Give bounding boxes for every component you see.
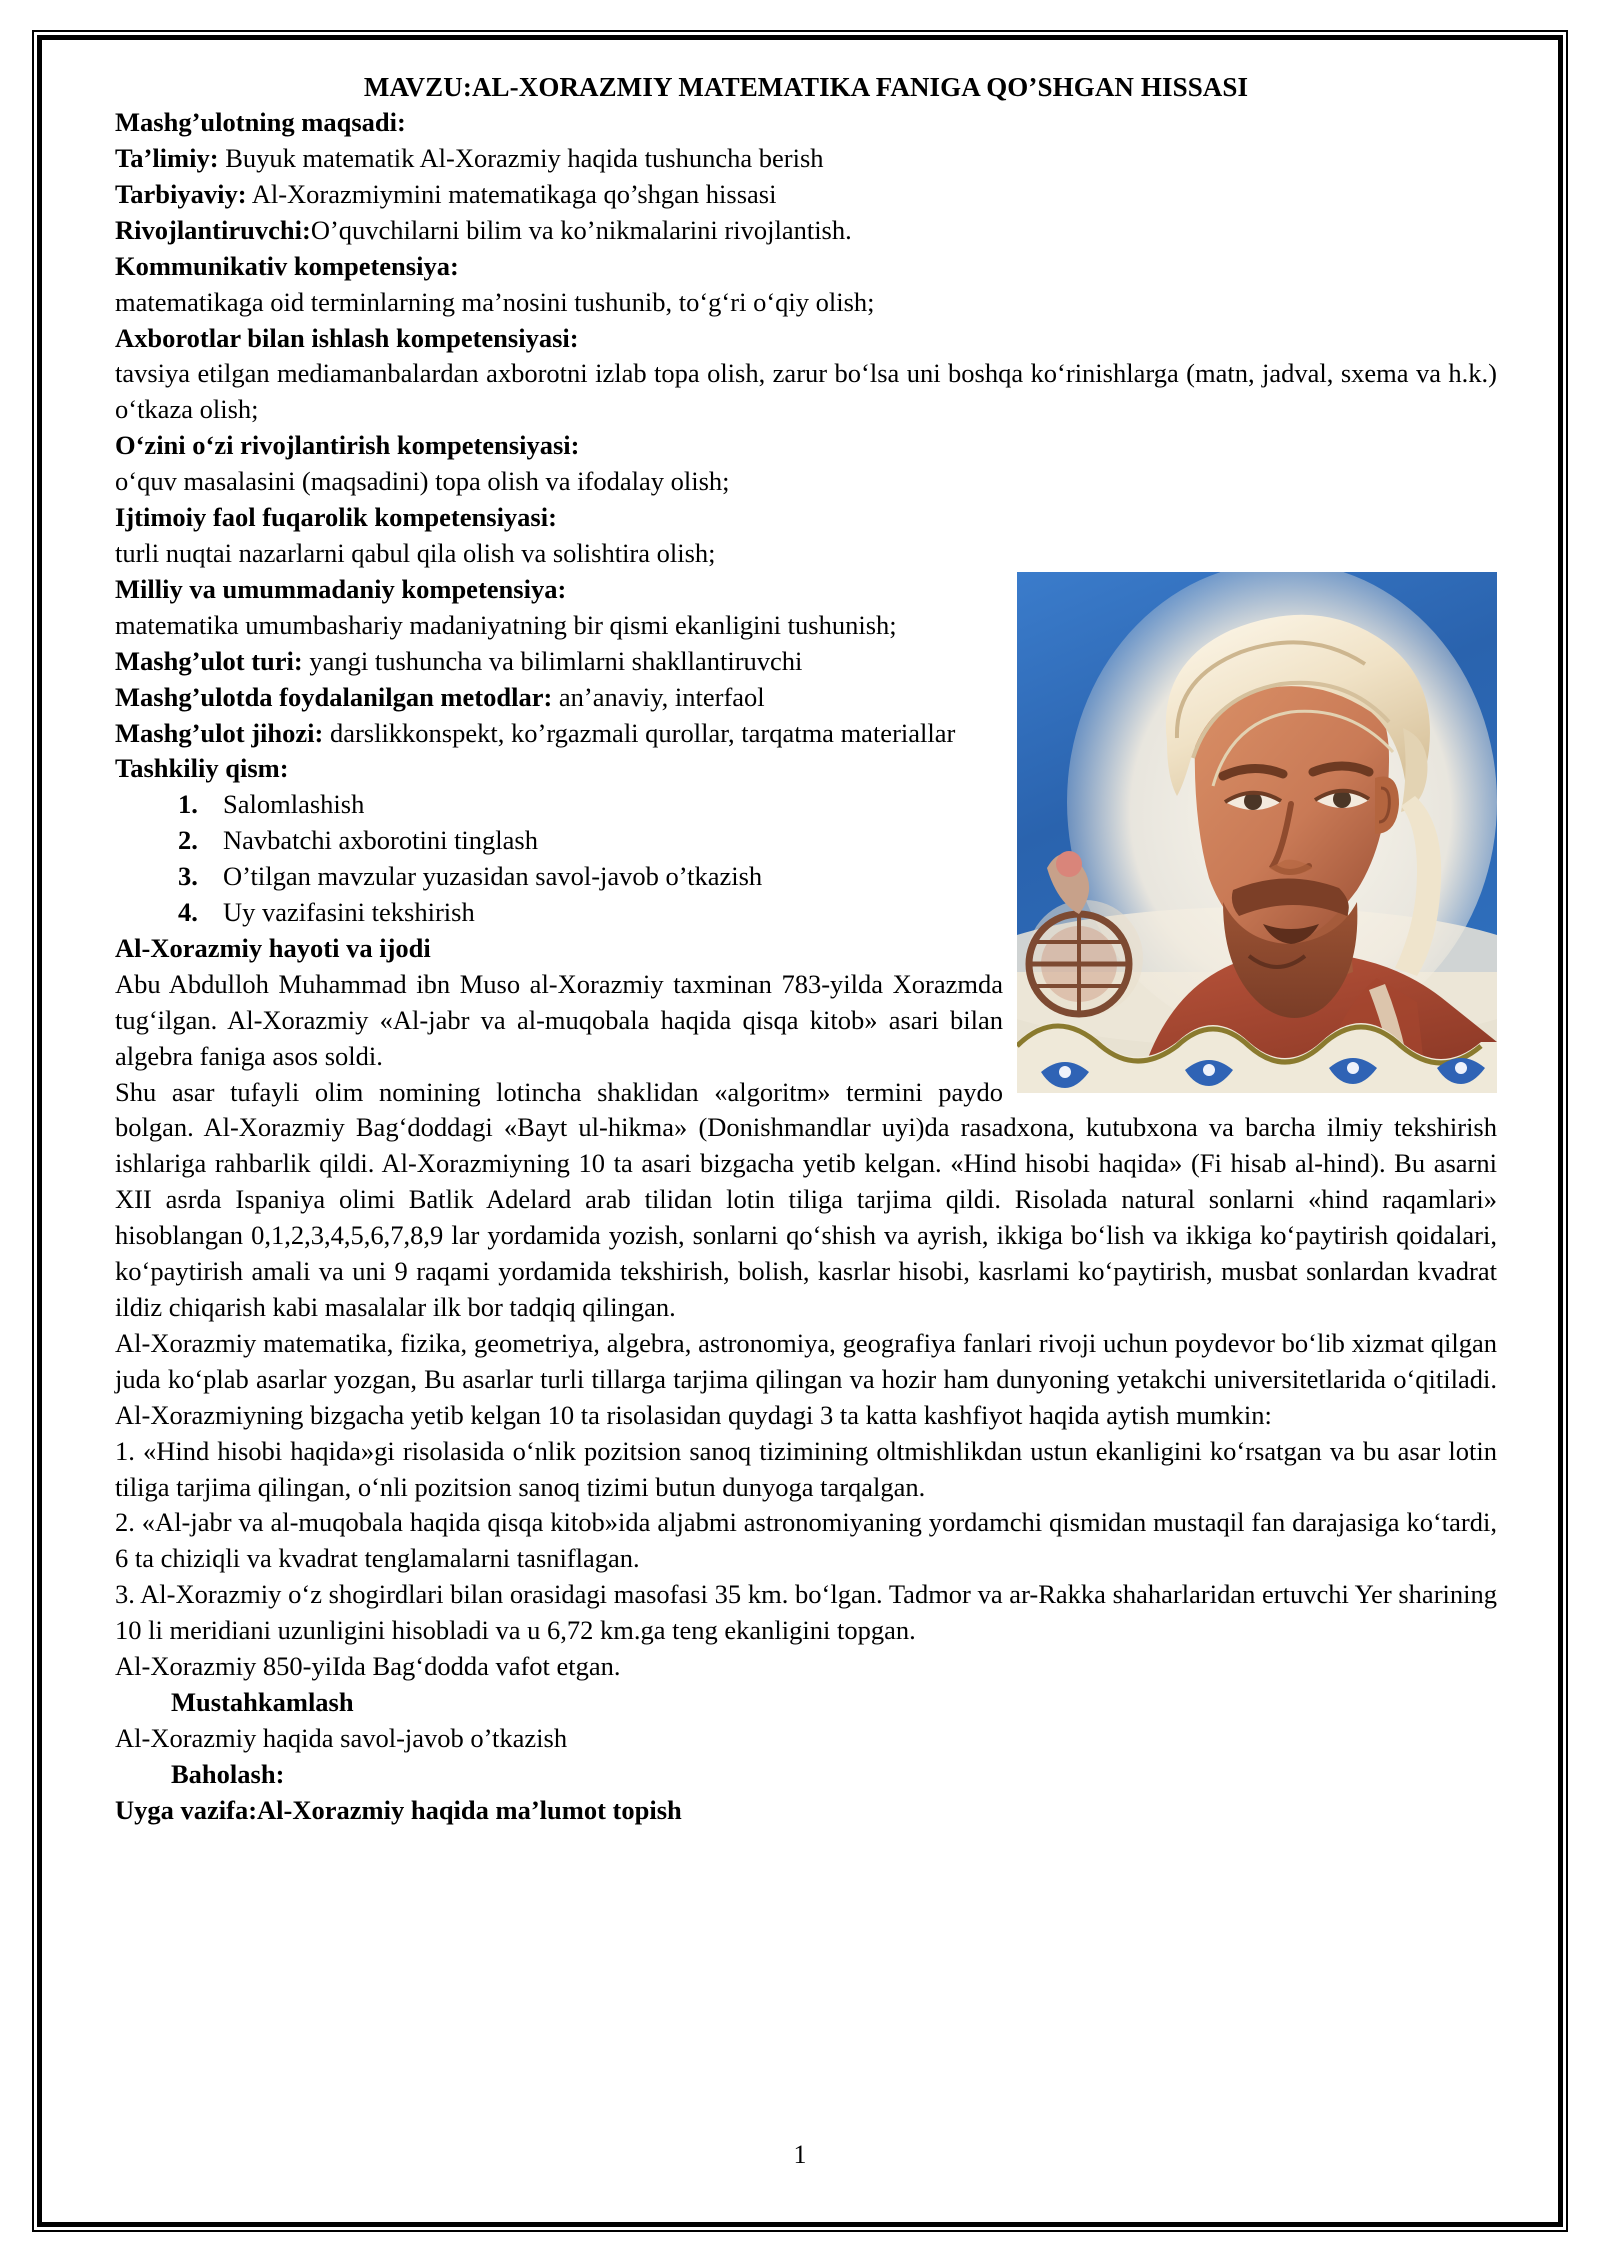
discovery-item-2: 2. «Al-jabr va al-muqobala haqida qisqa kitob»ida aljabmi astronomiyaning yordamchi qismidan mustaqil fan darajasiga ko‘tardi, 6 ta chiziqli va kvadrat tenglamalarni tasniflagan. — [115, 1507, 1497, 1574]
list-item-number: 4. — [178, 897, 198, 928]
page-border-inner — [37, 35, 1563, 2227]
objective-rivojlantiruvchi-label: Rivojlantiruvchi: — [115, 214, 311, 245]
competency-heading-communicative: Kommunikativ kompetensiya: — [115, 250, 459, 281]
assessment-heading: Baholash: — [171, 1758, 285, 1789]
objective-rivojlantiruvchi-text: O’quvchilarni bilim va ko’nikmalarini rivojlantish. — [310, 214, 852, 245]
organizational-task-list — [115, 787, 1497, 931]
page-border — [32, 30, 1568, 2232]
list-item-label: Salomlashish — [223, 789, 365, 820]
list-item-label: O’tilgan mavzular yuzasidan savol-javob o’tkazish — [223, 861, 763, 892]
list-item — [115, 823, 1497, 859]
competency-body-civic: turli nuqtai nazarlarni qabul qila olish va solishtira olish; — [115, 537, 716, 568]
list-item — [115, 895, 1497, 931]
objective-taalimiy — [115, 141, 1497, 177]
homework-text: Uyga vazifa:Al-Xorazmiy haqida ma’lumot topish — [115, 1794, 682, 1825]
objective-tarbiyaviy-text: Al-Xorazmiymini matematikaga qo’shgan hissasi — [246, 178, 777, 209]
lesson-type-text: yangi tushuncha va bilimlarni shakllantiruvchi — [302, 645, 803, 676]
biography-paragraph-3: Al-Xorazmiy matematika, fizika, geometriya, algebra, astronomiya, geografiya fanlari rivoji uchun poydevor bo‘lib xizmat qilgan juda ko‘plab asarlar yozgan, Bu asarlar turli tillarga tarjima qilingan va hozir ham dunyoning yetakchi universitetlarida o‘qitiladi. Al-Xorazmiyning bizgacha yetib kelgan 10 ta risolasidan quydagi 3 ta katta kashfiyot haqida aytish mumkin: — [115, 1327, 1497, 1430]
lesson-type-label: Mashg’ulot turi: — [115, 645, 303, 676]
discovery-item-3: 3. Al-Xorazmiy o‘z shogirdlari bilan orasidagi masofasi 35 km. bo‘lgan. Tadmor va ar-Rakka shaharlaridan ertuvchi Yer sharining 10 li meridiani uzunligini hisobladi va u 6,72 km.ga teng ekanligini topgan. — [115, 1579, 1497, 1646]
competency-body-information: tavsiya etilgan mediamanbalardan axborotni izlab topa olish, zarur bo‘lsa uni boshqa ko‘rinishlarga (matn, jadval, sxema va h.k.) o‘tkaza olish; — [115, 358, 1497, 425]
competency-heading-national: Milliy va umummadaniy kompetensiya: — [115, 573, 567, 604]
objective-rivojlantiruvchi — [115, 213, 1497, 249]
competency-body-communicative: matematikaga oid terminlarning ma’nosini tushunib, to‘g‘ri o‘qiy olish; — [115, 286, 875, 317]
biography-paragraph-1: Abu Abdulloh Muhammad ibn Muso al-Xorazmiy taxminan 783-yilda Xorazmda tug‘ilgan. Al-Xorazmiy «Al-jabr va al-muqobala haqida qisqa kitob» asari bilan algebra faniga asos soldi. — [115, 968, 1003, 1071]
reinforcement-text: Al-Xorazmiy haqida savol-javob o’tkazish — [115, 1722, 568, 1753]
lesson-methods-label: Mashg’ulotda foydalanilgan metodlar: — [115, 681, 553, 712]
biography-heading: Al-Xorazmiy hayoti va ijodi — [115, 932, 431, 963]
lesson-equipment-text: darslikkonspekt, ko’rgazmali qurollar, tarqatma materiallar — [323, 717, 956, 748]
list-item — [115, 787, 1497, 823]
competency-heading-civic: Ijtimoiy faol fuqarolik kompetensiyasi: — [115, 502, 557, 533]
lesson-methods-text: an’anaviy, interfaol — [552, 681, 765, 712]
objectives-heading: Mashg’ulotning maqsadi: — [115, 107, 406, 138]
document-content — [115, 70, 1497, 2140]
objective-tarbiyaviy — [115, 177, 1497, 213]
organizational-heading: Tashkiliy qism: — [115, 753, 289, 784]
page-number: 1 — [793, 2140, 807, 2169]
discovery-item-1: 1. «Hind hisobi haqida»gi risolasida o‘nlik pozitsion sanoq tizimining oltmishlikdan ustun ekanligini ko‘rsatgan va bu asar lotin tiliga tarjima qilingan, o‘nli pozitsion sanoq tizimi butun dunyoga tarqalgan. — [115, 1435, 1497, 1502]
list-item-number: 2. — [178, 825, 198, 856]
list-item-number: 3. — [178, 861, 198, 892]
list-item-label: Uy vazifasini tekshirish — [223, 897, 475, 928]
list-item — [115, 859, 1497, 895]
page-title: MAVZU:AL-XORAZMIY MATEMATIKA FANIGA QO’SHGAN HISSASI — [363, 72, 1249, 102]
reinforcement-heading: Mustahkamlash — [171, 1686, 354, 1717]
death-note: Al-Xorazmiy 850-yiIda Bag‘dodda vafot etgan. — [115, 1651, 621, 1682]
competency-heading-information: Axborotlar bilan ishlash kompetensiyasi: — [115, 322, 579, 353]
objective-taalimiy-label: Ta’limiy: — [115, 143, 219, 173]
biography-paragraph-2: Shu asar tufayli olim nomining lotincha shaklidan «algoritm» termini paydo bolgan. Al-Xorazmiy Bag‘doddagi «Bayt ul-hikma» (Donishmandlar uyi)da rasadxona, kutubxona va barcha ilmiy tekshirish ishlariga rahbarlik qildi. Al-Xorazmiyning 10 ta asari bizgacha yetib kelgan. «Hind hisobi haqida» (Fi hisab al-hind). Bu asarni XII asrda Ispaniya olimi Batlik Adelard arab tilidan lotin tiliga tarjima qildi. Risolada natural sonlarni «hind raqamlari» hisoblangan 0,1,2,3,4,5,6,7,8,9 lar yordamida yozish, sonlarni qo‘shish va ayrish, ikkiga bo‘lish va ikkiga ko‘paytirish qoidalari, ko‘paytirish amali va uni 9 raqami yordamida tekshirish, bolish, kasrlar hisobi, kasrlami ko‘paytirish, musbat sonlardan kvadrat ildiz chiqarish kabi masalalar ilk bor tadqiq qilingan. — [115, 1076, 1497, 1322]
lesson-equipment-label: Mashg’ulot jihozi: — [115, 717, 324, 748]
objective-taalimiy-text: Buyuk matematik Al-Xorazmiy haqida tushuncha berish — [218, 143, 824, 173]
competency-body-selfdevelopment: o‘quv masalasini (maqsadini) topa olish va ifodalay olish; — [115, 466, 730, 497]
objective-tarbiyaviy-label: Tarbiyaviy: — [115, 178, 247, 209]
competency-body-national: matematika umumbashariy madaniyatning bir qismi ekanligini tushunish; — [115, 609, 897, 640]
competency-heading-selfdevelopment: O‘zini o‘zi rivojlantirish kompetensiyasi: — [115, 430, 580, 461]
list-item-label: Navbatchi axborotini tinglash — [223, 825, 538, 856]
list-item-number: 1. — [178, 789, 198, 820]
